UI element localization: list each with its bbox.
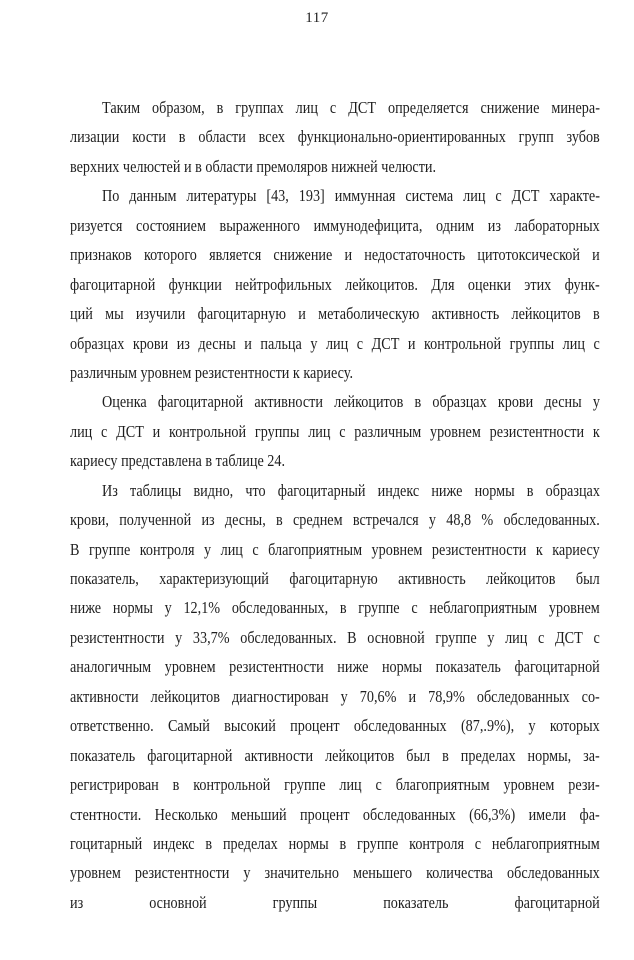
text-line: лиц с ДСТ и контрольной группы лиц с различным уровнем резистентности к: [70, 421, 600, 441]
text-line: стентности. Несколько меньший процент обследованных (66,3%) имели фа-: [70, 804, 600, 824]
text-line: ций мы изучили фагоцитарную и метаболическую активность лейкоцитов в: [70, 304, 600, 324]
text-line: резистентности у 33,7% обследованных. В основной группе у лиц с ДСТ с: [70, 627, 600, 647]
document-body: [70, 93, 600, 917]
text-line: из основной группы показатель фагоцитарной: [70, 892, 600, 912]
text-line: фагоцитарной функции нейтрофильных лейкоцитов. Для оценки этих функ-: [70, 274, 600, 294]
text-line: ниже нормы у 12,1% обследованных, в группе с неблагоприятным уровнем: [70, 598, 600, 618]
text-line: показатель фагоцитарной активности лейкоцитов был в пределах нормы, за-: [70, 745, 600, 765]
text-line: ризуется состоянием выраженного иммунодефицита, одним из лабораторных: [70, 215, 600, 235]
text-line: признаков которого является снижение и недостаточность цитотоксической и: [70, 245, 600, 265]
text-line: По данным литературы [43, 193] иммунная система лиц с ДСТ характе-: [102, 186, 600, 206]
text-line: уровнем резистентности у значительно меньшего количества обследованных: [70, 863, 600, 883]
text-line: активности лейкоцитов диагностирован у 70,6% и 78,9% обследованных со-: [70, 686, 600, 706]
text-line: аналогичным уровнем резистентности ниже нормы показатель фагоцитарной: [70, 657, 600, 677]
text-line: регистрирован в контрольной группе лиц с благоприятным уровнем рези-: [70, 775, 600, 795]
text-line: крови, полученной из десны, в среднем встречался у 48,8 % обследованных.: [70, 510, 600, 530]
text-line: верхних челюстей и в области премоляров нижней челюсти.: [70, 156, 437, 176]
text-line: лизации кости в области всех функционально-ориентированных групп зубов: [70, 127, 600, 147]
text-line: кариесу представлена в таблице 24.: [70, 451, 286, 471]
text-line: гоцитарный индекс в пределах нормы в группе контроля с неблагоприятным: [70, 833, 600, 853]
text-line: различным уровнем резистентности к кариесу.: [70, 362, 354, 382]
text-line: ответственно. Самый высокий процент обследованных (87,.9%), у которых: [70, 716, 600, 736]
text-line: образцах крови из десны и пальца у лиц с ДСТ и контрольной группы лиц с: [70, 333, 600, 353]
text-line: В группе контроля у лиц с благоприятным уровнем резистентности к кариесу: [70, 539, 600, 559]
page-number: 117: [305, 10, 329, 26]
text-line: Из таблицы видно, что фагоцитарный индекс ниже нормы в образцах: [102, 480, 600, 500]
text-line: Оценка фагоцитарной активности лейкоцитов в образцах крови десны у: [102, 392, 600, 412]
text-line: Таким образом, в группах лиц с ДСТ определяется снижение минера-: [102, 98, 600, 117]
text-line: показатель, характеризующий фагоцитарную активность лейкоцитов был: [70, 569, 600, 588]
